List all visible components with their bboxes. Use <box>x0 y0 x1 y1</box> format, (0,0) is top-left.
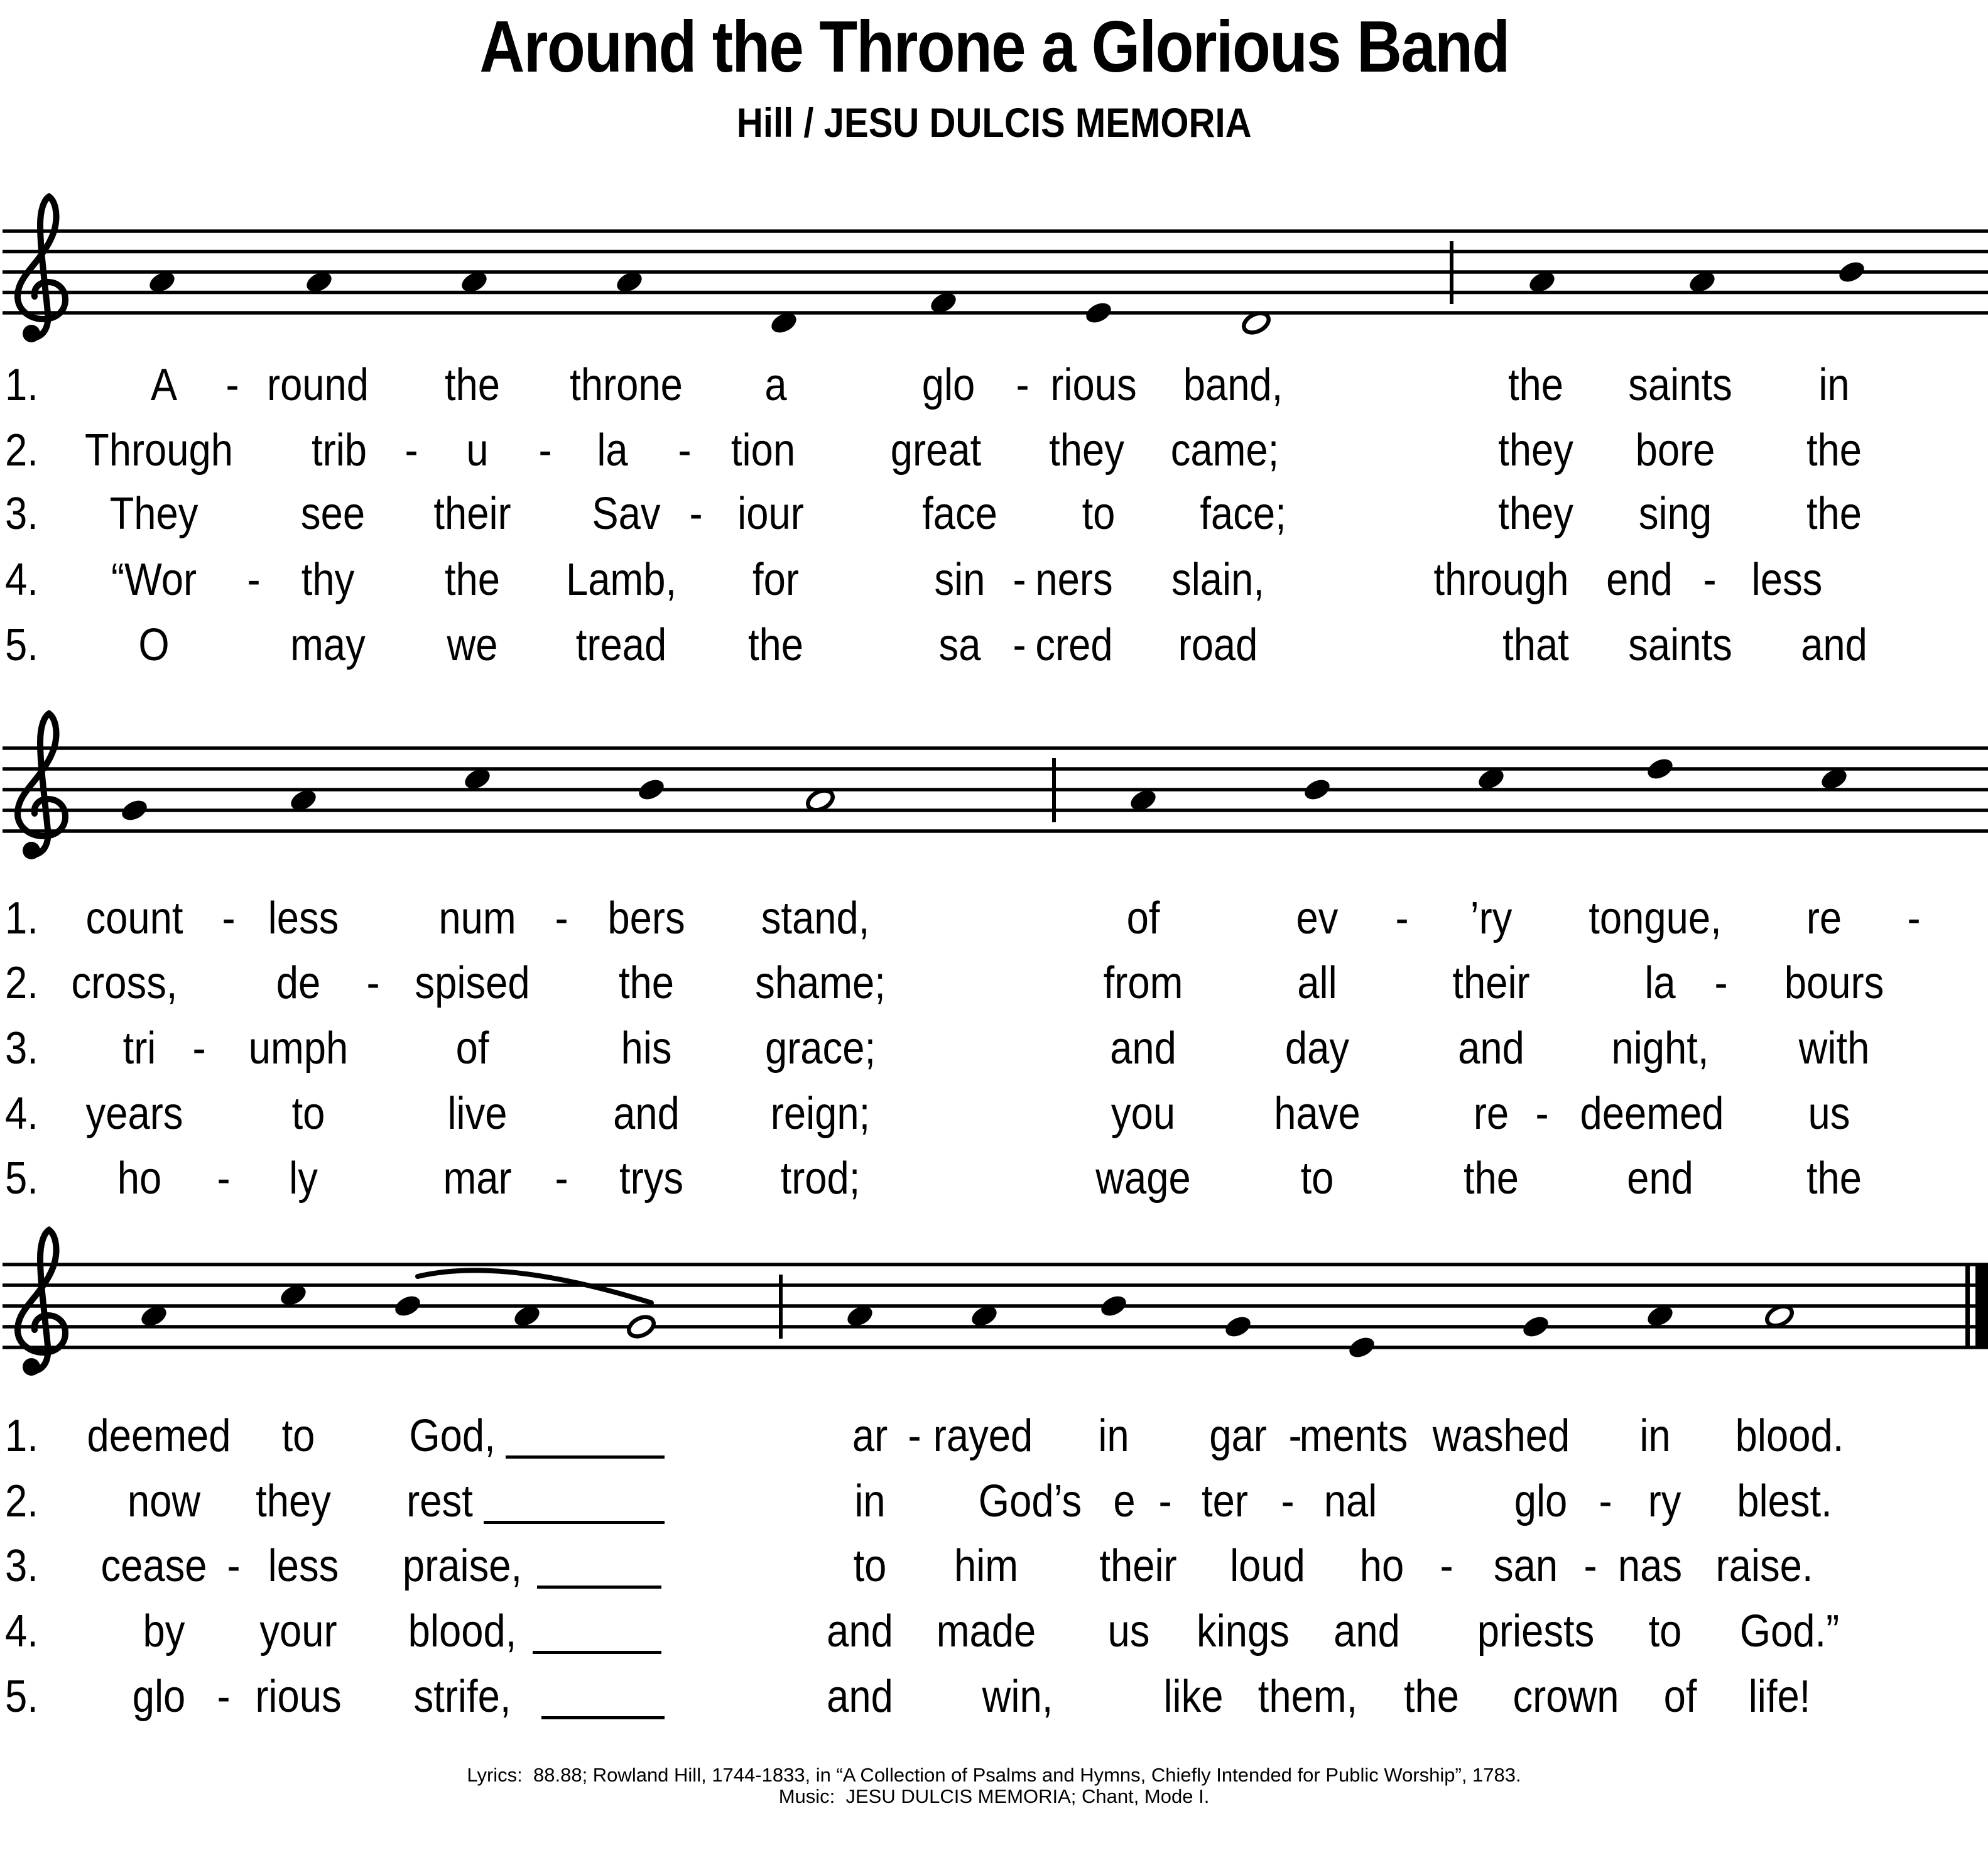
lyric-token: re <box>1806 893 1842 944</box>
verse-number: 3. <box>5 489 38 539</box>
lyric-hyphen: - <box>1013 620 1026 670</box>
verse-number: 2. <box>5 958 38 1008</box>
treble-clef-icon <box>18 197 65 338</box>
lyric-hyphen: - <box>1599 1476 1612 1526</box>
lyric-hyphen: - <box>908 1411 921 1461</box>
lyric-token: came; <box>1170 425 1279 476</box>
lyric-token: tread <box>575 620 667 670</box>
lyric-extender-line <box>506 1455 665 1459</box>
lyric-token: iour <box>737 489 804 539</box>
lyric-token: ’ry <box>1470 893 1513 944</box>
verse-number: 3. <box>5 1023 38 1074</box>
lyric-token: life! <box>1748 1672 1811 1722</box>
lyric-token: crown <box>1513 1672 1619 1722</box>
treble-clef-icon <box>23 325 40 342</box>
lyric-token: to <box>281 1411 315 1461</box>
verse-number: 1. <box>5 893 38 944</box>
treble-clef-icon <box>23 842 40 859</box>
lyric-token: of <box>1663 1672 1697 1722</box>
lyric-token: tri <box>122 1023 156 1074</box>
lyric-hyphen: - <box>222 893 236 944</box>
lyric-hyphen: - <box>1583 1541 1597 1591</box>
lyric-token: trib <box>311 425 367 476</box>
lyric-hyphen: - <box>1703 555 1717 605</box>
staff-line <box>3 746 1988 750</box>
lyric-token: ments <box>1299 1411 1408 1461</box>
lyric-token: bore <box>1635 425 1715 476</box>
lyric-token: ho <box>1359 1541 1404 1591</box>
lyric-hyphen: - <box>405 425 418 476</box>
verse-number: 5. <box>5 620 38 670</box>
lyric-token: la <box>1644 958 1676 1008</box>
barline <box>1450 241 1453 304</box>
lyric-token: their <box>433 489 511 539</box>
notehead <box>392 1292 423 1319</box>
lyric-token: win, <box>982 1672 1053 1722</box>
lyric-hyphen: - <box>225 360 239 410</box>
lyric-token: they <box>1049 425 1124 476</box>
lyric-token: ar <box>852 1411 888 1461</box>
lyric-token: may <box>290 620 366 670</box>
staff-line <box>3 291 1988 295</box>
lyric-token: stand, <box>761 893 870 944</box>
lyric-token: cease <box>100 1541 207 1591</box>
notehead <box>119 797 150 824</box>
lyric-hyphen: - <box>1907 893 1921 944</box>
final-barline-thin <box>1965 1263 1970 1349</box>
lyric-token: ly <box>289 1153 318 1204</box>
lyric-token: Lamb, <box>565 555 677 605</box>
lyric-token: re <box>1473 1089 1509 1139</box>
lyric-token: their <box>1452 958 1530 1008</box>
verse-number: 1. <box>5 1411 38 1461</box>
lyric-hyphen: - <box>247 555 261 605</box>
treble-clef-icon <box>23 1358 40 1376</box>
lyric-token: loud <box>1230 1541 1305 1591</box>
lyric-token: glo <box>921 360 975 410</box>
lyric-hyphen: - <box>227 1541 241 1591</box>
lyric-extender-line <box>541 1716 665 1719</box>
lyric-hyphen: - <box>1158 1476 1172 1526</box>
lyric-token: the <box>1806 425 1862 476</box>
lyric-token: nas <box>1617 1541 1683 1591</box>
lyric-token: raise. <box>1715 1541 1813 1591</box>
lyric-token: now <box>127 1476 201 1526</box>
verse-number: 2. <box>5 425 38 476</box>
lyric-token: in <box>1098 1411 1129 1461</box>
lyric-token: sin <box>934 555 986 605</box>
lyric-token: mar <box>443 1153 512 1204</box>
verse-number: 2. <box>5 1476 38 1526</box>
treble-clef-icon <box>18 714 65 855</box>
notehead <box>1520 1313 1551 1340</box>
verse-number: 4. <box>5 555 38 605</box>
lyric-token: glo <box>132 1672 186 1722</box>
lyric-token: la <box>597 425 628 476</box>
lyric-token: you <box>1111 1089 1176 1139</box>
lyric-hyphen: - <box>689 489 703 539</box>
lyric-token: nal <box>1323 1476 1377 1526</box>
lyric-hyphen: - <box>217 1153 231 1204</box>
lyric-token: face <box>922 489 997 539</box>
lyric-token: they <box>1498 425 1573 476</box>
lyric-token: priests <box>1477 1606 1595 1656</box>
lyric-extender-line <box>537 1586 661 1589</box>
lyric-hyphen: - <box>366 958 380 1008</box>
lyric-token: God’s <box>978 1476 1082 1526</box>
lyric-token: grace; <box>764 1023 876 1074</box>
notehead <box>1301 776 1333 803</box>
lyric-token: saints <box>1628 360 1732 410</box>
lyric-hyphen: - <box>1714 958 1728 1008</box>
lyric-token: bours <box>1784 958 1884 1008</box>
lyric-token: us <box>1808 1089 1850 1139</box>
lyric-hyphen: - <box>678 425 692 476</box>
lyric-token: made <box>936 1606 1036 1656</box>
lyric-token: deemed <box>87 1411 231 1461</box>
verse-number: 1. <box>5 360 38 410</box>
lyric-token: see <box>300 489 366 539</box>
lyric-token: your <box>259 1606 337 1656</box>
lyric-token: and <box>613 1089 680 1139</box>
lyric-token: spised <box>415 958 530 1008</box>
lyric-token: trod; <box>780 1153 861 1204</box>
verse-number: 5. <box>5 1153 38 1204</box>
lyric-token: count <box>85 893 183 944</box>
lyric-token: through <box>1433 555 1569 605</box>
notehead <box>636 776 667 803</box>
lyric-token: God, <box>409 1411 496 1461</box>
lyric-token: blest. <box>1737 1476 1832 1526</box>
lyric-token: end <box>1627 1153 1693 1204</box>
lyric-token: u <box>466 425 489 476</box>
lyric-hyphen: - <box>1016 360 1029 410</box>
lyric-token: to <box>1300 1153 1334 1204</box>
lyric-token: band, <box>1183 360 1283 410</box>
lyric-token: tongue, <box>1589 893 1722 944</box>
lyric-token: and <box>827 1672 893 1722</box>
lyric-token: a <box>764 360 787 410</box>
lyric-token: praise, <box>402 1541 523 1591</box>
lyric-token: by <box>143 1606 185 1656</box>
notehead <box>1644 755 1676 782</box>
lyric-token: and <box>1458 1023 1524 1074</box>
staff-line <box>3 1263 1988 1266</box>
lyric-token: rayed <box>933 1411 1033 1461</box>
lyric-hyphen: - <box>1281 1476 1295 1526</box>
lyric-token: to <box>291 1089 325 1139</box>
lyric-token: num <box>438 893 516 944</box>
lyric-token: end <box>1606 555 1673 605</box>
verse-number: 4. <box>5 1089 38 1139</box>
lyric-token: trys <box>619 1153 684 1204</box>
lyric-token: God.” <box>1739 1606 1840 1656</box>
lyric-token: the <box>618 958 675 1008</box>
lyric-token: his <box>621 1023 672 1074</box>
lyric-token: kings <box>1197 1606 1290 1656</box>
lyric-token: slain, <box>1171 555 1264 605</box>
staff-line <box>3 788 1988 792</box>
lyric-token: to <box>1082 489 1116 539</box>
lyric-token: of <box>455 1023 489 1074</box>
lyric-token: and <box>1801 620 1867 670</box>
lyric-token: glo <box>1514 1476 1568 1526</box>
lyric-token: they <box>1498 489 1573 539</box>
lyric-token: sa <box>938 620 981 670</box>
lyric-token: us <box>1107 1606 1150 1656</box>
footer-music-credit: Music: JESU DULCIS MEMORIA; Chant, Mode I. <box>778 1785 1210 1807</box>
lyric-token: road <box>1178 620 1258 670</box>
lyric-token: rious <box>255 1672 342 1722</box>
lyric-token: O <box>138 620 170 670</box>
lyric-token: they <box>256 1476 331 1526</box>
lyric-token: like <box>1163 1672 1224 1722</box>
staff-line <box>3 250 1988 254</box>
lyric-extender-line <box>484 1521 665 1524</box>
lyric-token: night, <box>1611 1023 1709 1074</box>
lyric-token: Through <box>85 425 233 476</box>
lyric-token: and <box>827 1606 893 1656</box>
page-subtitle-text: Hill / JESU DULCIS MEMORIA <box>736 99 1252 146</box>
lyric-token: less <box>268 1541 339 1591</box>
lyric-token: day <box>1285 1023 1350 1074</box>
staff-line <box>3 311 1988 315</box>
lyric-token: de <box>276 958 321 1008</box>
lyric-token: reign; <box>770 1089 871 1139</box>
lyric-token: in <box>1818 360 1850 410</box>
staff-line <box>3 829 1988 833</box>
staff-line <box>3 270 1988 274</box>
lyric-token: ev <box>1296 893 1339 944</box>
lyric-token: cred <box>1035 620 1113 670</box>
lyric-token: san <box>1493 1541 1558 1591</box>
staff-line <box>3 1346 1988 1349</box>
lyric-token: years <box>85 1089 183 1139</box>
lyric-token: rest <box>406 1476 473 1526</box>
lyric-token: him <box>953 1541 1019 1591</box>
lyric-token: great <box>890 425 982 476</box>
staff-line <box>3 767 1988 771</box>
lyric-token: the <box>1463 1153 1519 1204</box>
lyric-token: of <box>1126 893 1160 944</box>
barline <box>779 1275 783 1339</box>
lyric-hyphen: - <box>1535 1089 1549 1139</box>
treble-clef-icon <box>18 1230 65 1371</box>
lyric-token: wage <box>1095 1153 1191 1204</box>
lyric-token: sing <box>1638 489 1712 539</box>
lyric-token: strife, <box>413 1672 511 1722</box>
lyric-token: thy <box>301 555 355 605</box>
lyric-hyphen: - <box>1395 893 1409 944</box>
lyric-token: round <box>266 360 369 410</box>
lyric-token: the <box>1507 360 1564 410</box>
lyric-token: ners <box>1035 555 1113 605</box>
lyric-hyphen: - <box>1013 555 1026 605</box>
lyric-hyphen: - <box>555 1153 568 1204</box>
lyric-token: to <box>853 1541 887 1591</box>
lyric-token: deemed <box>1580 1089 1724 1139</box>
lyric-token: the <box>1403 1672 1460 1722</box>
lyric-token: and <box>1333 1606 1400 1656</box>
notehead <box>1222 1313 1254 1340</box>
lyric-token: rious <box>1050 360 1137 410</box>
lyric-token: They <box>109 489 198 539</box>
lyric-token: that <box>1502 620 1569 670</box>
lyric-hyphen: - <box>538 425 552 476</box>
lyric-token: blood. <box>1735 1411 1844 1461</box>
lyric-token: all <box>1297 958 1337 1008</box>
staff-line <box>3 1325 1988 1329</box>
lyric-token: face; <box>1200 489 1286 539</box>
notehead <box>1098 1292 1129 1319</box>
lyric-token: less <box>268 893 339 944</box>
notehead <box>1346 1334 1377 1361</box>
lyric-token: in <box>1639 1411 1671 1461</box>
lyric-token: them, <box>1257 1672 1358 1722</box>
lyric-token: less <box>1751 555 1823 605</box>
lyric-hyphen: - <box>192 1023 206 1074</box>
lyric-token: saints <box>1628 620 1732 670</box>
lyric-token: throne <box>570 360 683 410</box>
page-title-text: Around the Throne a Glorious Band <box>479 6 1509 87</box>
verse-number: 3. <box>5 1541 38 1591</box>
staff-line <box>3 1304 1988 1308</box>
lyric-token: to <box>1648 1606 1682 1656</box>
lyric-token: washed <box>1432 1411 1570 1461</box>
lyric-token: Sav <box>592 489 661 539</box>
lyric-token: the <box>444 555 501 605</box>
barline <box>1052 758 1056 822</box>
notehead <box>1083 299 1114 326</box>
lyric-token: the <box>1806 489 1862 539</box>
lyric-token: we <box>447 620 498 670</box>
lyric-extender-line <box>533 1651 661 1654</box>
lyric-token: tion <box>731 425 796 476</box>
notehead <box>1836 258 1867 285</box>
half-notehead <box>626 1313 657 1340</box>
lyric-token: ho <box>117 1153 162 1204</box>
lyric-hyphen: - <box>1288 1411 1302 1461</box>
verse-number: 4. <box>5 1606 38 1656</box>
lyric-token: their <box>1099 1541 1177 1591</box>
lyric-token: the <box>444 360 501 410</box>
lyric-token: ry <box>1648 1476 1681 1526</box>
lyric-token: in <box>854 1476 886 1526</box>
lyric-token: and <box>1110 1023 1176 1074</box>
lyric-token: cross, <box>71 958 178 1008</box>
final-barline-thick <box>1975 1263 1988 1349</box>
footer-lyrics-credit: Lyrics: 88.88; Rowland Hill, 1744-1833, in “A Collection of Psalms and Hymns, Chiefly Intended for Public Worship”, 1783. <box>467 1764 1521 1786</box>
lyric-token: have <box>1274 1089 1361 1139</box>
lyric-token: “Wor <box>111 555 197 605</box>
lyric-token: bers <box>607 893 685 944</box>
lyric-token: with <box>1798 1023 1870 1074</box>
lyric-token: from <box>1103 958 1183 1008</box>
staff-line <box>3 229 1988 233</box>
lyric-token: for <box>752 555 799 605</box>
lyric-token: ter <box>1202 1476 1248 1526</box>
lyric-token: umph <box>248 1023 349 1074</box>
lyric-token: blood, <box>408 1606 517 1656</box>
lyric-token: shame; <box>755 958 886 1008</box>
lyric-token: live <box>447 1089 508 1139</box>
lyric-token: gar <box>1209 1411 1267 1461</box>
lyric-hyphen: - <box>555 893 568 944</box>
lyric-token: A <box>150 360 178 410</box>
lyric-token: e <box>1113 1476 1136 1526</box>
verse-number: 5. <box>5 1672 38 1722</box>
lyric-hyphen: - <box>1440 1541 1453 1591</box>
lyric-token: the <box>747 620 804 670</box>
lyric-hyphen: - <box>217 1672 231 1722</box>
lyric-token: the <box>1806 1153 1862 1204</box>
